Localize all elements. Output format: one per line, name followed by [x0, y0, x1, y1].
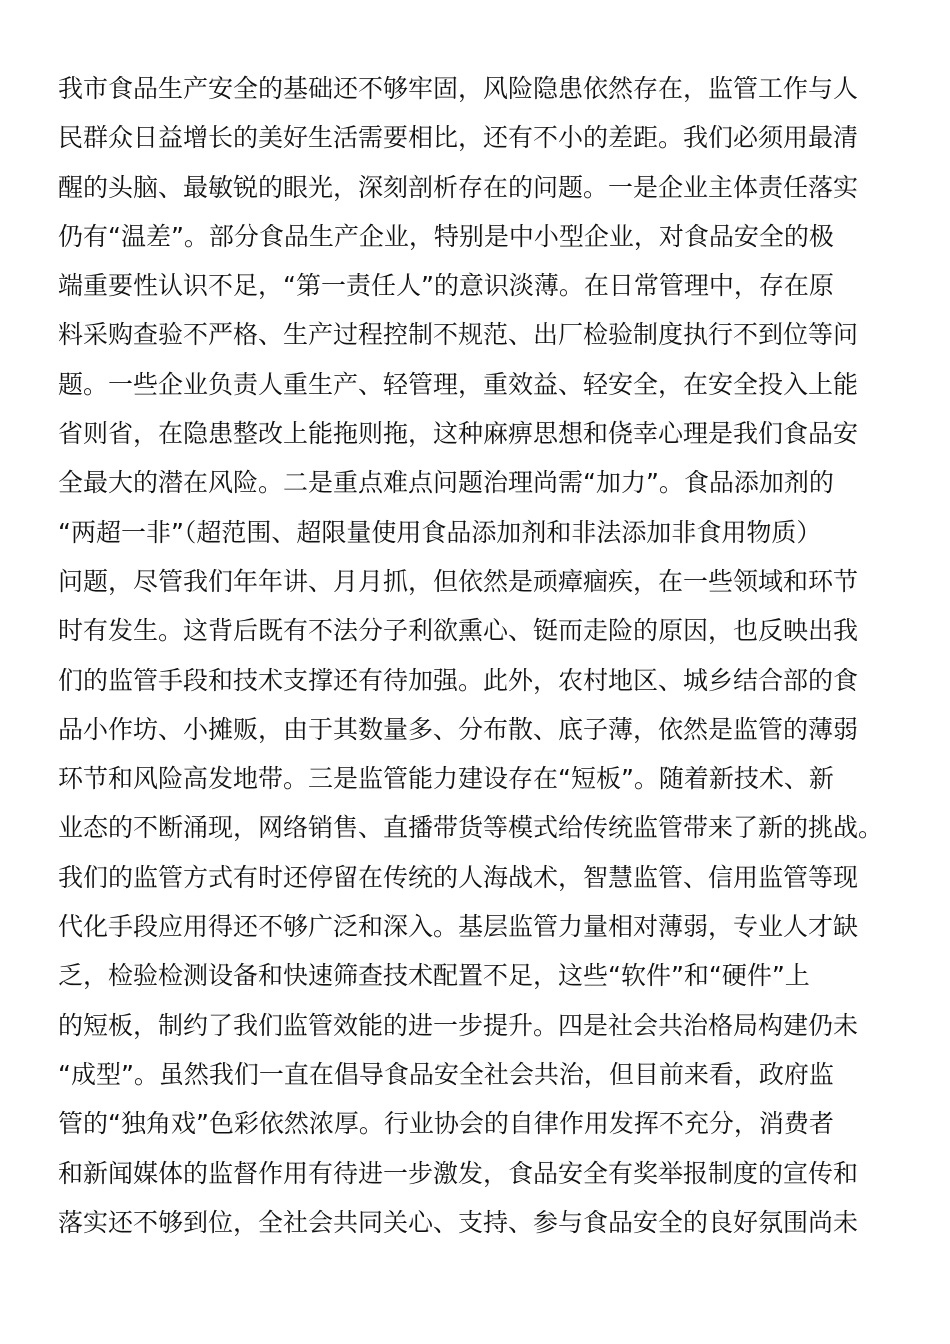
body-paragraph [58, 64, 888, 1247]
text-line: 乏，检验检测设备和快速筛查技术配置不足，这些“软件”和“硬件”上 [58, 961, 810, 991]
text-line: 们的监管手段和技术支撑还有待加强。此外，农村地区、城乡结合部的食 [58, 665, 859, 695]
text-line: 问题，尽管我们年年讲、月月抓，但依然是顽瘴痼疾，在一些领域和环节 [58, 566, 859, 596]
text-line: 全最大的潜在风险。二是重点难点问题治理尚需“加力”。食品添加剂的 [58, 468, 834, 498]
text-line: 料采购查验不严格、生产过程控制不规范、出厂检验制度执行不到位等问 [58, 320, 859, 350]
text-line: “成型”。虽然我们一直在倡导食品安全社会共治，但目前来看，政府监 [58, 1059, 834, 1089]
text-line: 醒的头脑、最敏锐的眼光，深刻剖析存在的问题。一是企业主体责任落实 [58, 172, 859, 202]
text-line: 我们的监管方式有时还停留在传统的人海战术，智慧监管、信用监管等现 [58, 862, 859, 892]
text-line: “两超一非”（超范围、超限量使用食品添加剂和非法添加非食用物质） [58, 517, 822, 547]
text-line: 端重要性认识不足，“第一责任人”的意识淡薄。在日常管理中，存在原 [58, 271, 834, 301]
text-line: 品小作坊、小摊贩，由于其数量多、分布散、底子薄，依然是监管的薄弱 [58, 714, 859, 744]
text-line: 我市食品生产安全的基础还不够牢固，风险隐患依然存在，监管工作与人 [58, 74, 859, 103]
text-line: 时有发生。这背后既有不法分子利欲熏心、铤而走险的原因，也反映出我 [58, 616, 859, 646]
text-line: 和新闻媒体的监督作用有待进一步激发，食品安全有奖举报制度的宣传和 [58, 1158, 859, 1188]
text-line: 管的“独角戏”色彩依然浓厚。行业协会的自律作用发挥不充分，消费者 [58, 1109, 834, 1139]
text-line: 省则省，在隐患整改上能拖则拖，这种麻痹思想和侥幸心理是我们食品安 [58, 419, 859, 449]
text-line: 代化手段应用得还不够广泛和深入。基层监管力量相对薄弱，专业人才缺 [58, 912, 859, 942]
text-line: 的短板，制约了我们监管效能的进一步提升。四是社会共治格局构建仍未 [58, 1010, 859, 1040]
text-line: 题。一些企业负责人重生产、轻管理，重效益、轻安全，在安全投入上能 [58, 369, 859, 399]
text-line: 落实还不够到位，全社会共同关心、支持、参与食品安全的良好氛围尚未 [58, 1207, 859, 1237]
text-line: 民群众日益增长的美好生活需要相比，还有不小的差距。我们必须用最清 [58, 123, 859, 153]
text-line: 仍有“温差”。部分食品生产企业，特别是中小型企业，对食品安全的极 [58, 221, 834, 251]
text-line: 业态的不断涌现，网络销售、直播带货等模式给传统监管带来了新的挑战。 [58, 813, 884, 843]
text-line: 环节和风险高发地带。三是监管能力建设存在“短板”。随着新技术、新 [58, 764, 834, 794]
